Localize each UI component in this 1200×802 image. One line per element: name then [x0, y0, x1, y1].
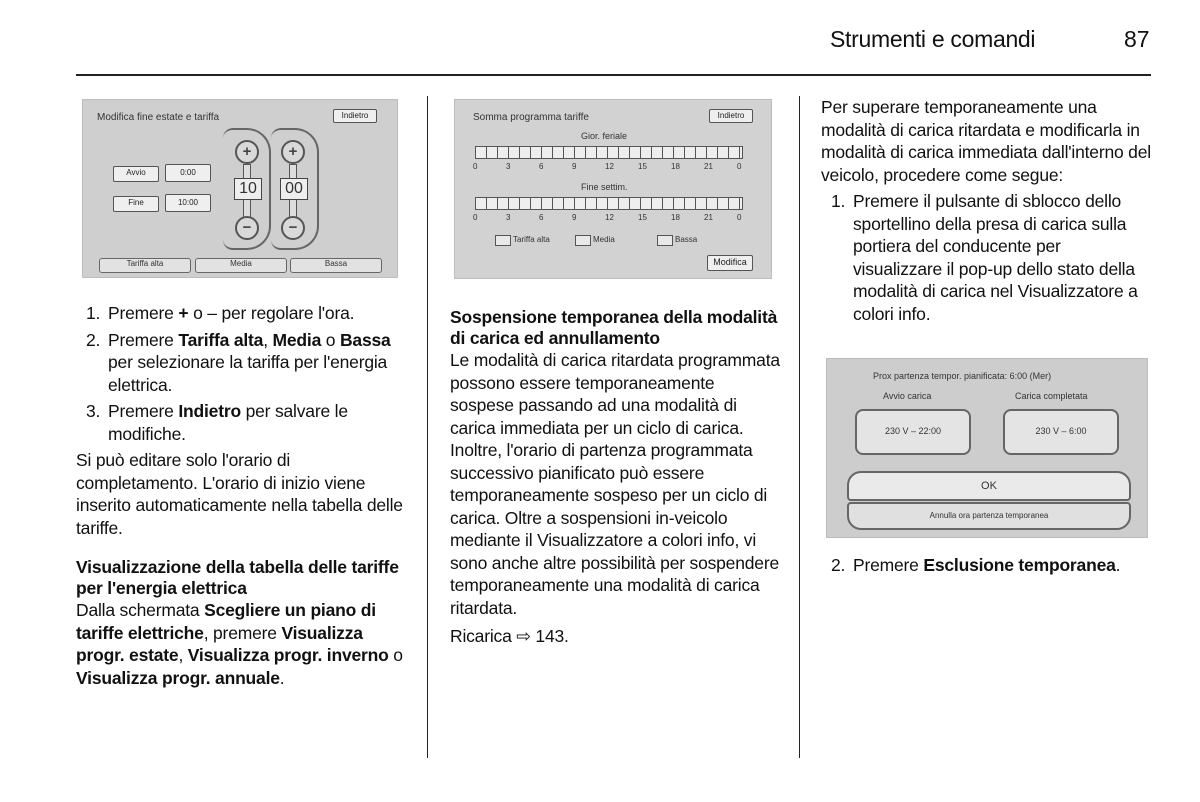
step-text: Premere il pulsante di sblocco dello sportellino della presa di carica sulla portiera del conducente per visualizzare il pop-up dello stato della modalità di carica nel Visualizzatore a colori info.: [853, 191, 1138, 324]
tariff-summary-screen: [454, 99, 772, 279]
minute-plus-button[interactable]: +: [281, 140, 305, 164]
end-time[interactable]: 10:00: [165, 194, 211, 212]
tariff-medium-button[interactable]: Media: [195, 258, 287, 273]
section-title: Strumenti e comandi: [830, 26, 1036, 52]
tariff-edit-screen: [82, 99, 398, 278]
step-text: o – per regolare l'ora.: [188, 303, 355, 323]
steps-list: [821, 190, 1151, 325]
hour-tick-label: 6: [539, 162, 544, 171]
popup-title: Prox partenza tempor. pianificata: 6:00 (Mer): [873, 371, 1052, 381]
step-text: Premere: [108, 401, 179, 421]
hour-value: 10: [234, 178, 262, 200]
column-2-text: [450, 307, 780, 648]
paragraph: Si può editare solo l'orario di completamento. L'orario di inizio viene inserito automaticamente nella tabella delle tariffe.: [76, 450, 403, 538]
hour-tick-label: 12: [605, 213, 614, 222]
hour-tick-label: 0: [737, 213, 742, 222]
column-1-text: [76, 302, 406, 689]
bold-run: Scegliere un piano di tariffe elettriche: [76, 600, 376, 643]
page-number: 87: [1124, 26, 1150, 52]
weekend-bar: [475, 197, 743, 210]
step-text: per selezionare la tariffa per l'energia elettrica.: [108, 352, 388, 395]
list-item: [821, 190, 1151, 325]
screen-title: Modifica fine estate e tariffa: [97, 112, 220, 123]
weekday-bar: [475, 146, 743, 159]
start-charge-value: 230 V – 22:00: [855, 409, 971, 455]
hour-tick-label: 18: [671, 213, 680, 222]
section-heading: Sospensione temporanea della modalità di carica ed annullamento: [450, 307, 778, 348]
step-text: Premere: [108, 329, 179, 350]
step-text: o: [321, 329, 340, 350]
step-text: .: [1115, 555, 1121, 575]
start-label: Avvio: [113, 166, 159, 182]
column-3-text: [821, 96, 1151, 329]
hour-tick-label: 6: [539, 213, 544, 222]
text-run: ,: [178, 645, 188, 665]
cancel-departure-button[interactable]: Annulla ora partenza temporanea: [847, 502, 1131, 530]
weekend-label: Fine settim.: [581, 182, 628, 192]
step-bold: Media: [272, 329, 322, 350]
column-3-step2: [821, 554, 1151, 581]
charge-status-popup: [826, 358, 1148, 538]
step-number: 1.: [831, 191, 846, 211]
legend-high: Tariffa alta: [513, 235, 550, 244]
text-run: Dalla schermata: [76, 600, 205, 620]
bold-run: Visualizza progr. inverno: [187, 645, 389, 665]
section-heading: Visualizzazione della tabella delle tariffe per l'energia elettrica: [76, 557, 399, 598]
hour-tick-label: 21: [704, 213, 713, 222]
list-item: [76, 329, 406, 397]
text-run: o: [388, 645, 403, 665]
step-bold: Indietro: [178, 401, 241, 421]
minute-value: 00: [280, 178, 308, 200]
column-divider: [427, 96, 428, 758]
text-run: .: [279, 667, 285, 688]
step-text: ,: [263, 329, 273, 350]
start-charge-label: Avvio carica: [883, 391, 932, 401]
minute-minus-button[interactable]: −: [281, 216, 305, 240]
hour-tick-label: 0: [737, 162, 742, 171]
hour-tick-label: 3: [506, 213, 511, 222]
step-number: 2.: [86, 329, 101, 350]
hour-tick-label: 3: [506, 162, 511, 171]
legend-swatch: [495, 235, 511, 246]
step-bold: Tariffa alta: [178, 329, 264, 350]
steps-list: [76, 302, 406, 445]
step-bold: Bassa: [339, 329, 391, 350]
weekday-label: Gior. feriale: [581, 131, 628, 141]
reference-page: 143.: [535, 626, 569, 646]
step-number: 1.: [86, 303, 101, 323]
hour-tick-label: 0: [473, 213, 478, 222]
step-number: 3.: [86, 401, 101, 421]
paragraph: Le modalità di carica ritardata programmata possono essere temporaneamente sospese passando ad una modalità di carica immediata per un ciclo di carica. Inoltre, l'orario di partenza programmata successivo pianificato può essere temporaneamente sospeso per un ciclo di carica. Oltre a sospensioni in-veicolo mediante il Visualizzatore a colori info, vi sono anche altre possibilità per sospendere temporaneamente una modalità di carica ritardata.: [450, 350, 780, 618]
hour-plus-button[interactable]: +: [235, 140, 259, 164]
tariff-high-button[interactable]: Tariffa alta: [99, 258, 191, 273]
reference-text: Ricarica: [450, 626, 512, 646]
step-text: per salvare le modifiche.: [108, 401, 348, 444]
hour-tick-label: 9: [572, 213, 577, 222]
text-run: , premere: [203, 622, 282, 643]
charge-complete-value: 230 V – 6:00: [1003, 409, 1119, 455]
screen-title: Somma programma tariffe: [473, 112, 589, 123]
hour-minus-button[interactable]: −: [235, 216, 259, 240]
column-divider: [799, 96, 800, 758]
modify-button[interactable]: Modifica: [707, 255, 753, 271]
hour-tick-label: 0: [473, 162, 478, 171]
hour-tick-label: 15: [638, 213, 647, 222]
bold-run: Visualizza progr. estate: [76, 622, 363, 665]
end-label: Fine: [113, 196, 159, 212]
paragraph: Per superare temporaneamente una modalità di carica ritardata e modificarla in modalità di carica immediata dall'interno del veicolo, procedere come segue:: [821, 97, 1151, 185]
step-bold: +: [178, 303, 189, 323]
list-item: [76, 302, 406, 325]
ok-button[interactable]: OK: [847, 471, 1131, 501]
hour-tick-label: 12: [605, 162, 614, 171]
steps-list: [821, 554, 1151, 577]
legend-medium: Media: [593, 235, 615, 244]
hour-tick-label: 18: [671, 162, 680, 171]
step-bold: Esclusione temporanea: [923, 555, 1116, 575]
hour-tick-label: 9: [572, 162, 577, 171]
cross-reference: [450, 625, 780, 648]
hour-tick-label: 21: [704, 162, 713, 171]
back-button[interactable]: Indietro: [333, 109, 377, 123]
step-number: 2.: [831, 555, 846, 575]
bold-run: Visualizza progr. annuale: [76, 667, 280, 688]
legend-swatch: [575, 235, 591, 246]
tariff-low-button[interactable]: Bassa: [290, 258, 382, 273]
list-item: [76, 400, 406, 445]
step-text: Premere: [853, 555, 924, 575]
legend-swatch: [657, 235, 673, 246]
header-rule: [76, 74, 1151, 76]
arrow-icon: ⇨: [516, 626, 531, 646]
list-item: [821, 554, 1151, 577]
paragraph: [76, 599, 406, 689]
hour-tick-label: 15: [638, 162, 647, 171]
charge-complete-label: Carica completata: [1015, 391, 1088, 401]
back-button[interactable]: Indietro: [709, 109, 753, 123]
legend-low: Bassa: [675, 235, 698, 244]
step-text: Premere: [108, 303, 179, 323]
start-time: 0:00: [165, 164, 211, 182]
